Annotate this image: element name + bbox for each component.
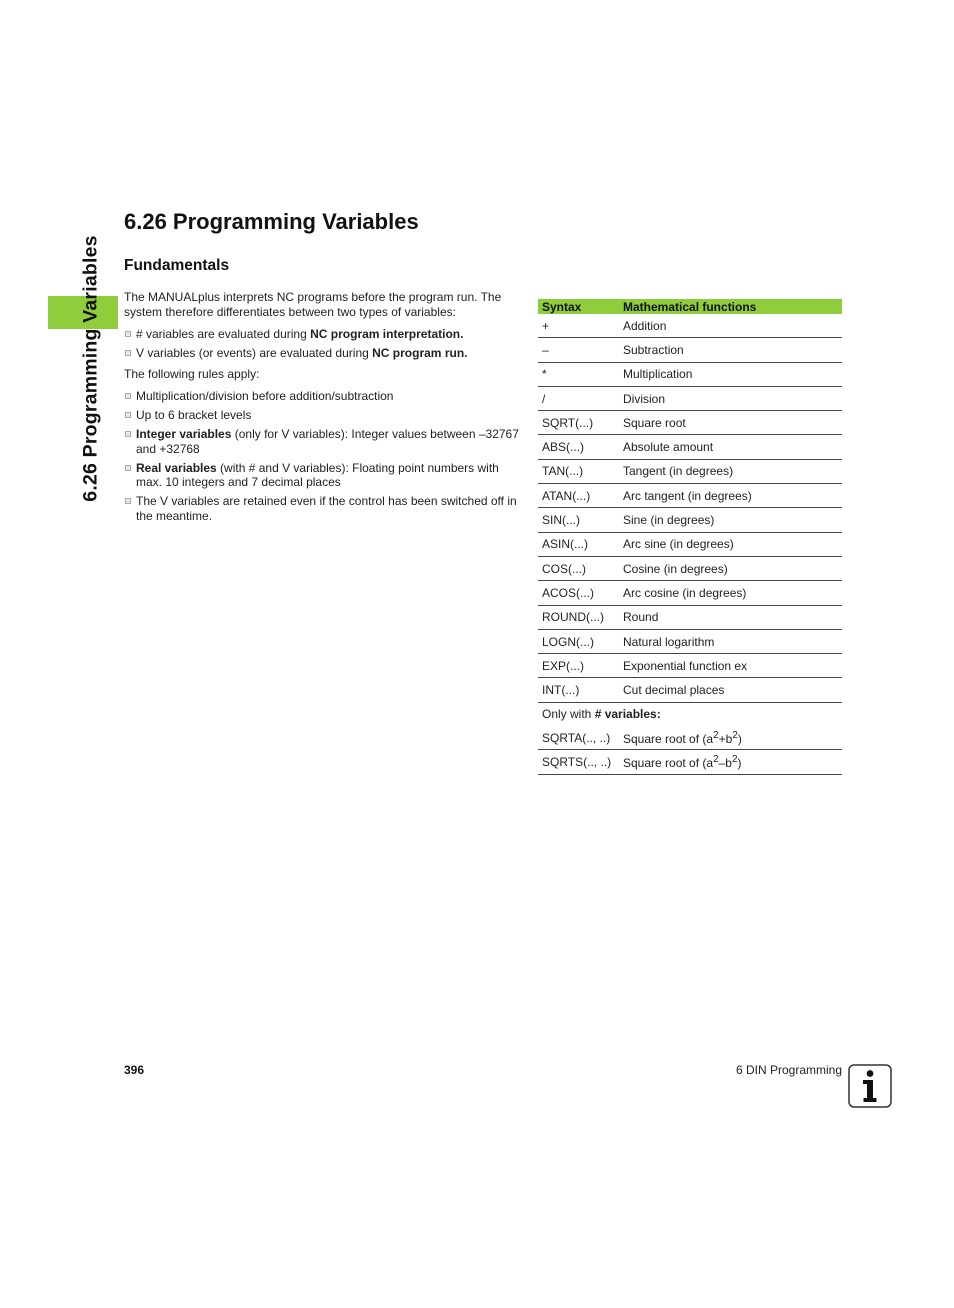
table-row bbox=[538, 556, 842, 580]
table-row bbox=[538, 750, 842, 774]
intro-paragraph: The MANUALplus interprets NC programs before the program run. The system therefore differentiates between two types of variables: bbox=[124, 290, 502, 319]
syntax-cell: SQRTA(.., ..) bbox=[538, 726, 619, 750]
side-tab-label: 6.26 Programming Variables bbox=[79, 234, 102, 502]
table-note-row bbox=[538, 702, 842, 726]
syntax-cell: ROUND(...) bbox=[538, 605, 619, 629]
syntax-cell: * bbox=[538, 362, 619, 386]
syntax-cell: ABS(...) bbox=[538, 435, 619, 459]
syntax-cell: EXP(...) bbox=[538, 654, 619, 678]
column-header-functions: Mathematical functions bbox=[619, 299, 842, 314]
table-row bbox=[538, 386, 842, 410]
table-row bbox=[538, 726, 842, 750]
function-cell: Round bbox=[619, 605, 842, 629]
column-header-syntax: Syntax bbox=[538, 299, 619, 314]
list-item: Up to 6 bracket levels bbox=[124, 408, 520, 423]
function-cell: Cut decimal places bbox=[619, 678, 842, 702]
list-item: Multiplication/division before addition/subtraction bbox=[124, 389, 520, 404]
syntax-cell: ATAN(...) bbox=[538, 484, 619, 508]
table-row bbox=[538, 314, 842, 338]
table-note-cell: Only with # variables: bbox=[542, 707, 661, 722]
table-row bbox=[538, 508, 842, 532]
table-row bbox=[538, 654, 842, 678]
function-cell: Subtraction bbox=[619, 338, 842, 362]
table-row bbox=[538, 459, 842, 483]
side-tab-title bbox=[74, 215, 108, 521]
function-cell: Sine (in degrees) bbox=[619, 508, 842, 532]
table-row bbox=[538, 629, 842, 653]
syntax-cell: ASIN(...) bbox=[538, 532, 619, 556]
syntax-cell: SQRTS(.., ..) bbox=[538, 750, 619, 774]
table-row bbox=[538, 411, 842, 435]
table-row bbox=[538, 484, 842, 508]
chapter-title: 6 DIN Programming bbox=[735, 1063, 842, 1077]
function-cell: Arc cosine (in degrees) bbox=[619, 581, 842, 605]
function-cell: Arc tangent (in degrees) bbox=[619, 484, 842, 508]
info-icon bbox=[848, 1064, 892, 1108]
table-header-row bbox=[538, 299, 842, 314]
syntax-cell: INT(...) bbox=[538, 678, 619, 702]
table-row bbox=[538, 605, 842, 629]
list-item: Integer variables (only for V variables): Integer values between –32767 and +32768 bbox=[124, 427, 520, 456]
function-cell: Square root bbox=[619, 411, 842, 435]
function-cell: Exponential function ex bbox=[619, 654, 842, 678]
list-item: # variables are evaluated during NC program interpretation. bbox=[124, 327, 520, 342]
syntax-cell: TAN(...) bbox=[538, 459, 619, 483]
function-cell: Square root of $(a^2-b^2)$ bbox=[619, 750, 842, 774]
page-number: 396 bbox=[124, 1063, 145, 1077]
syntax-cell: SIN(...) bbox=[538, 508, 619, 532]
table-row bbox=[538, 362, 842, 386]
function-cell: Addition bbox=[619, 314, 842, 338]
function-cell: Square root of $(a^2+b^2)$ bbox=[619, 726, 842, 750]
syntax-cell: – bbox=[538, 338, 619, 362]
table-row bbox=[538, 678, 842, 702]
function-cell: Cosine (in degrees) bbox=[619, 556, 842, 580]
syntax-cell: SQRT(...) bbox=[538, 411, 619, 435]
function-cell: Division bbox=[619, 386, 842, 410]
table-row bbox=[538, 338, 842, 362]
syntax-cell: ACOS(...) bbox=[538, 581, 619, 605]
function-cell: Absolute amount bbox=[619, 435, 842, 459]
section-title: Fundamentals bbox=[124, 257, 230, 274]
rules-list bbox=[124, 389, 520, 523]
function-cell: Arc sine (in degrees) bbox=[619, 532, 842, 556]
left-column bbox=[124, 290, 520, 528]
rules-intro: The following rules apply: bbox=[124, 366, 260, 381]
function-cell: Natural logarithm bbox=[619, 629, 842, 653]
list-item: The V variables are retained even if the control has been switched off in the meantime. bbox=[124, 494, 520, 523]
syntax-cell: + bbox=[538, 314, 619, 338]
function-cell: Multiplication bbox=[619, 362, 842, 386]
variable-types-list bbox=[124, 327, 520, 361]
function-cell: Tangent (in degrees) bbox=[619, 459, 842, 483]
syntax-cell: LOGN(...) bbox=[538, 629, 619, 653]
table-row bbox=[538, 532, 842, 556]
page-title: 6.26 Programming Variables bbox=[124, 209, 419, 234]
list-item: Real variables (with # and V variables): Floating point numbers with max. 10 integers and 7 decimal places bbox=[124, 461, 520, 490]
math-functions-table bbox=[538, 299, 842, 775]
syntax-cell: COS(...) bbox=[538, 556, 619, 580]
table-row bbox=[538, 581, 842, 605]
syntax-cell: / bbox=[538, 386, 619, 410]
list-item: V variables (or events) are evaluated during NC program run. bbox=[124, 346, 520, 361]
table-row bbox=[538, 435, 842, 459]
